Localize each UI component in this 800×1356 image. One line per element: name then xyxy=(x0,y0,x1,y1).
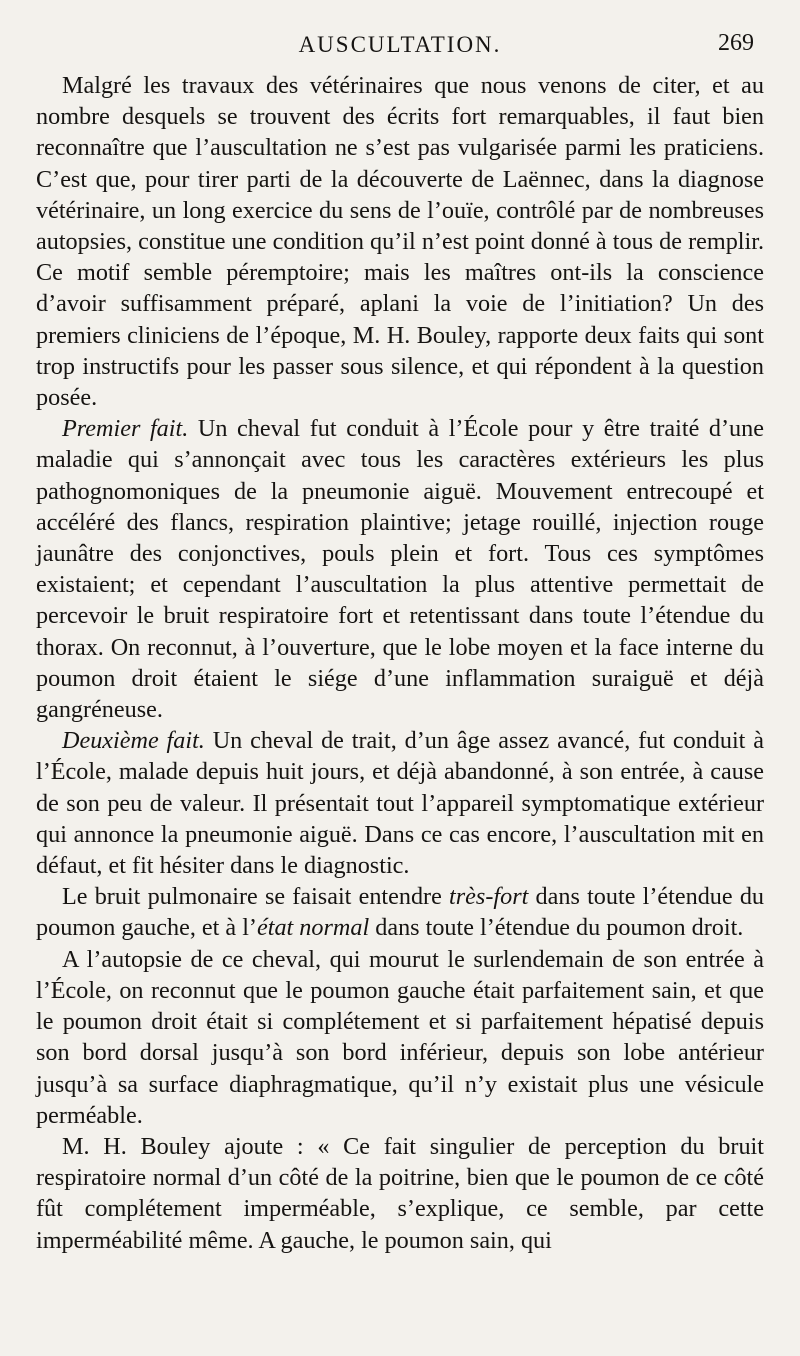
page-number: 269 xyxy=(718,30,754,56)
case-heading: Deuxième fait. xyxy=(62,727,205,755)
paragraph-text: A l’autopsie de ce cheval, qui mourut le surlendemain de son entrée à l’École, on reconnut que le poumon gauche était parfaitement sain, et que le poumon droit était si complétement et si parfaitement hépatisé depuis son bord dorsal jusqu’à son bord inférieur, depuis son lobe antérieur jusqu’à sa surface diaphragmatique, qu’il n’y existait plus une vésicule perméable. xyxy=(36,945,764,1129)
paragraph-autopsie xyxy=(36,944,764,1131)
emphasis: état normal xyxy=(256,914,370,942)
paragraph-text: Un cheval de trait, d’un âge assez avancé, fut conduit à l’École, malade depuis huit jours, et déjà abandonné, à son entrée, à cause de son peu de valeur. Il présentait tout l’appareil symptomatique extérieur qui annonce la pneumonie aiguë. Dans ce cas encore, l’auscultation mit en défaut, et fit hésiter dans le diagnostic. xyxy=(36,727,764,880)
case-heading: Premier fait. xyxy=(62,415,189,443)
running-head xyxy=(36,30,764,64)
paragraph-bruit-pulmonaire xyxy=(36,881,764,943)
paragraph-text: M. H. Bouley ajoute : « Ce fait singulier de perception du bruit respiratoire normal d’un côté de la poitrine, bien que le poumon de ce côté fût complétement imperméable, s’explique, ce semble, par cette imperméabilité même. A gauche, le poumon sain, qui xyxy=(36,1132,764,1254)
paragraph-deuxieme-fait xyxy=(36,725,764,881)
paragraph-text: dans toute l’étendue du poumon gauche, et à l’ xyxy=(36,883,765,942)
body-text xyxy=(36,70,764,1256)
paragraph-text: Le bruit pulmonaire se faisait entendre xyxy=(62,883,450,911)
emphasis: très-fort xyxy=(449,883,529,911)
running-title: AUSCULTATION. xyxy=(298,32,502,57)
paragraph-intro xyxy=(36,70,764,413)
paragraph-text: Malgré les travaux des vétérinaires que nous venons de citer, et au nombre desquels se trouvent des écrits fort remarquables, il faut bien reconnaître que l’auscultation ne s’est pas vulgarisée parmi les praticiens. C’est que, pour tirer parti de la découverte de Laënnec, dans la diagnose vétérinaire, un long exercice du sens de l’ouïe, contrôlé par de nombreuses autopsies, constitue une condition qu’il n’est point donné à tous de remplir. Ce motif semble péremptoire; mais les maîtres ont-ils la conscience d’avoir suffisamment préparé, aplani la voie de l’initiation? Un des premiers cliniciens de l’époque, M. H. Bouley, rapporte deux faits qui sont trop instructifs pour les passer sous silence, et qui répondent à la question posée. xyxy=(36,72,764,412)
paragraph-bouley-quote xyxy=(36,1131,764,1256)
paragraph-text: dans toute l’étendue du poumon droit. xyxy=(369,914,744,942)
paragraph-text: Un cheval fut conduit à l’École pour y être traité d’une maladie qui s’annonçait avec tous les caractères extérieurs les plus pathognomoniques de la pneumonie aiguë. Mouvement entrecoupé et accéléré des flancs, respiration plaintive; jetage rouillé, injection rouge jaunâtre des conjonctives, pouls plein et fort. Tous ces symptômes existaient; et cependant l’auscultation la plus attentive permettait de percevoir le bruit respiratoire fort et retentissant dans toute l’étendue du thorax. On reconnut, à l’ouverture, que le lobe moyen et la face interne du poumon droit étaient le siége d’une inflammation suraiguë et déjà gangréneuse. xyxy=(36,415,764,724)
paragraph-premier-fait xyxy=(36,413,764,725)
